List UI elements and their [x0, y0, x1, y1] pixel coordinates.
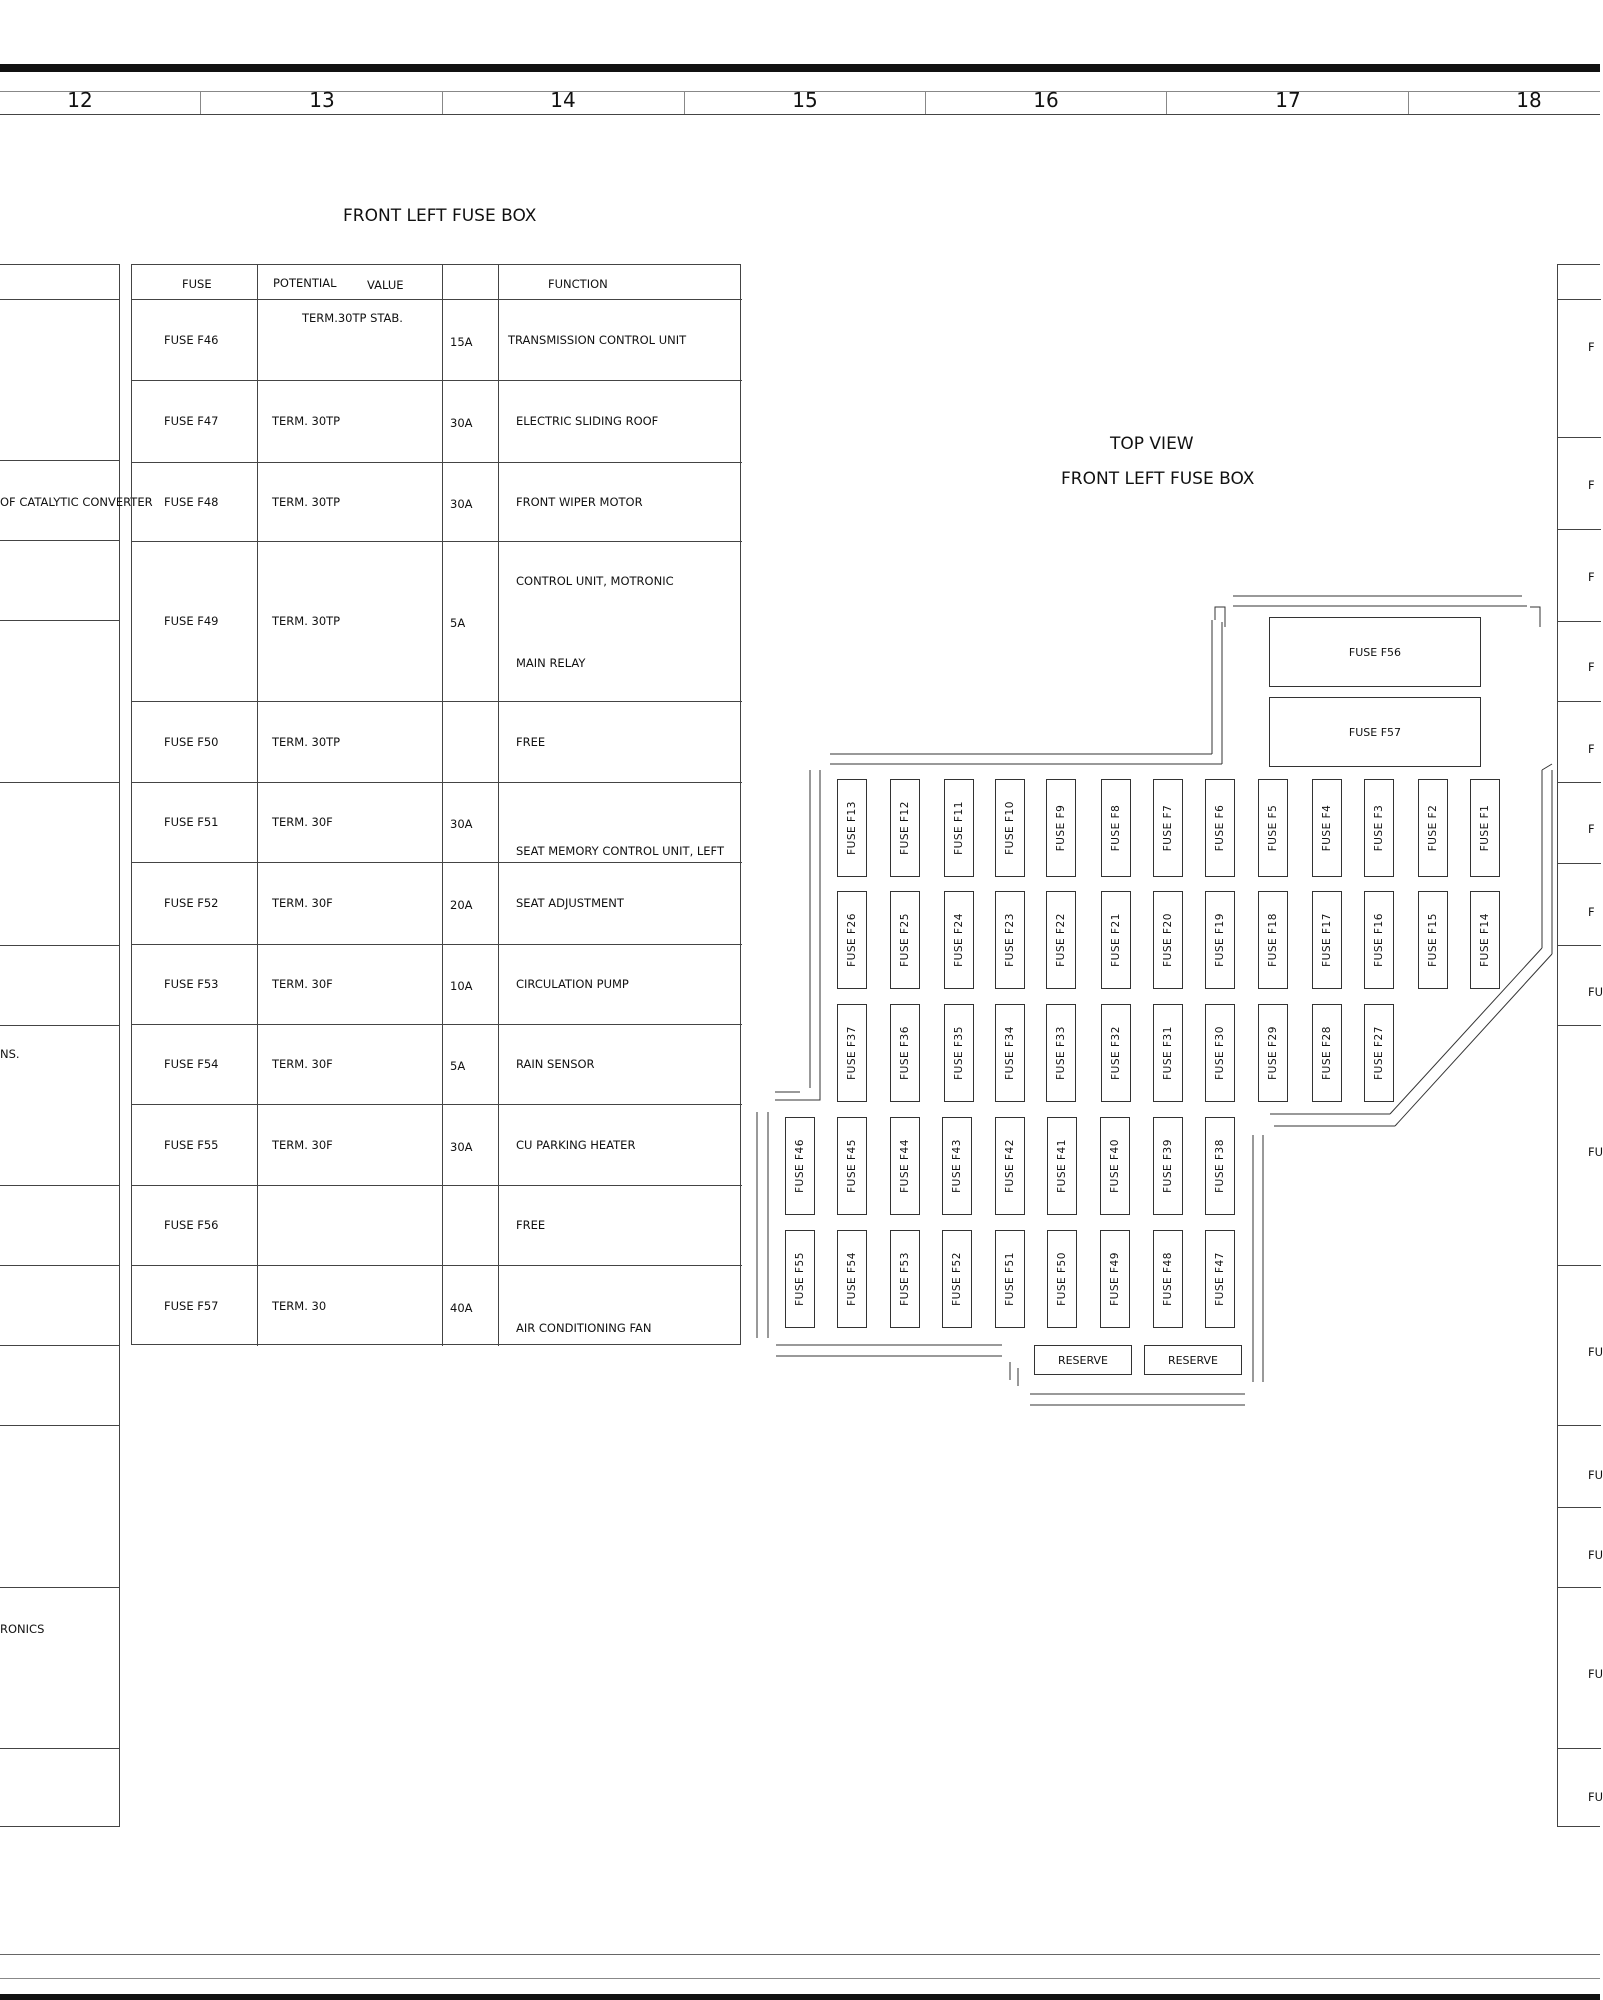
header-value: VALUE	[367, 278, 404, 292]
right-fragment: F	[1588, 340, 1595, 354]
value-cell: 30A	[450, 416, 473, 430]
grid-column-number: 12	[67, 88, 93, 112]
fuse-slot	[995, 1117, 1025, 1215]
fuse-slot	[995, 1230, 1025, 1328]
fuse-slot-label: FUSE F3	[1373, 804, 1385, 852]
fuse-slot-label: FUSE F49	[1109, 1252, 1121, 1306]
fuse-slot	[1258, 891, 1288, 989]
fuse-slot	[1153, 891, 1183, 989]
fuse-slot	[1101, 891, 1131, 989]
fuse-slot-label: FUSE F1	[1479, 804, 1491, 852]
fuse-slot-label: FUSE F20	[1162, 913, 1174, 967]
fuse-slot-label: FUSE F37	[846, 1026, 858, 1080]
fuse-slot	[995, 891, 1025, 989]
fuse-slot	[1153, 1117, 1183, 1215]
fuse-slot	[944, 779, 974, 877]
fuse-slot-label: FUSE F2	[1427, 804, 1439, 852]
right-fragment: FU	[1588, 1548, 1603, 1562]
fuse-slot	[837, 779, 867, 877]
fuse-slot	[1418, 891, 1448, 989]
right-fragment: FU	[1588, 985, 1603, 999]
fuse-slot-label: FUSE F47	[1214, 1252, 1226, 1306]
fuse-slot	[1205, 779, 1235, 877]
grid-column-number: 17	[1275, 88, 1301, 112]
left-fragment-2: NS.	[0, 1047, 20, 1061]
fuse-slot-label: FUSE F12	[899, 801, 911, 855]
fuse-slot	[1153, 1230, 1183, 1328]
right-fragment: FU	[1588, 1468, 1603, 1482]
fuse-slot	[890, 779, 920, 877]
fuse-slot-label: FUSE F30	[1214, 1026, 1226, 1080]
big-fuse-slot: FUSE F56	[1269, 617, 1481, 687]
grid-column-number: 15	[792, 88, 818, 112]
fuse-cell: FUSE F53	[164, 977, 219, 991]
fuse-cell: FUSE F54	[164, 1057, 219, 1071]
reserve-slot: RESERVE	[1144, 1345, 1242, 1375]
fuse-slot-label: FUSE F21	[1110, 913, 1122, 967]
right-fragment: F	[1588, 742, 1595, 756]
fuse-slot	[1205, 1004, 1235, 1102]
value-cell: 40A	[450, 1300, 473, 1315]
fuse-slot-label: FUSE F6	[1214, 804, 1226, 852]
grid-column-number: 14	[550, 88, 576, 112]
fuse-slot-label: FUSE F52	[951, 1252, 963, 1306]
fuse-slot-label: FUSE F4	[1321, 804, 1333, 852]
fuse-slot	[1153, 779, 1183, 877]
fuse-slot	[890, 1117, 920, 1215]
fuse-cell: FUSE F56	[164, 1218, 219, 1232]
left-fragment-1: OF CATALYTIC CONVERTER	[0, 495, 153, 509]
fuse-slot-label: FUSE F29	[1267, 1026, 1279, 1080]
right-fragment: F	[1588, 822, 1595, 836]
fuse-cell: FUSE F50	[164, 734, 219, 749]
fuse-slot-label: FUSE F9	[1055, 804, 1067, 852]
potential-cell: TERM. 30TP	[272, 494, 341, 509]
fuse-cell: FUSE F49	[164, 614, 219, 628]
fuse-slot-label: FUSE F18	[1267, 913, 1279, 967]
function-cell: CU PARKING HEATER	[516, 1137, 636, 1152]
fuse-slot	[1046, 891, 1076, 989]
right-fragment: F	[1588, 905, 1595, 919]
potential-cell: TERM. 30F	[272, 1137, 333, 1152]
fuse-slot	[1101, 1004, 1131, 1102]
fuse-slot-label: FUSE F28	[1321, 1026, 1333, 1080]
right-fragment: F	[1588, 660, 1595, 674]
fuse-slot	[1364, 1004, 1394, 1102]
function-cell: ELECTRIC SLIDING ROOF	[516, 414, 659, 428]
function-cell: AIR CONDITIONING FAN	[516, 1321, 652, 1335]
potential-cell: TERM. 30F	[272, 1057, 333, 1071]
fuse-slot-label: FUSE F7	[1162, 804, 1174, 852]
fuse-slot	[942, 1117, 972, 1215]
fuse-slot	[1258, 779, 1288, 877]
fuse-cell: FUSE F47	[164, 414, 219, 428]
fuse-slot	[1364, 891, 1394, 989]
fuse-slot-label: FUSE F44	[899, 1139, 911, 1193]
fuse-slot	[1153, 1004, 1183, 1102]
fuse-slot	[1046, 1004, 1076, 1102]
fuse-slot-label: FUSE F45	[846, 1139, 858, 1193]
fuse-slot-label: FUSE F5	[1267, 804, 1279, 852]
fuse-cell: FUSE F55	[164, 1137, 219, 1152]
fuse-slot-label: FUSE F51	[1004, 1252, 1016, 1306]
big-fuse-slot: FUSE F57	[1269, 697, 1481, 767]
function-cell: RAIN SENSOR	[516, 1057, 595, 1071]
fuse-slot-label: FUSE F11	[953, 801, 965, 855]
header-fuse: FUSE	[182, 277, 212, 291]
fuse-slot	[837, 1117, 867, 1215]
left-fragment-3: RONICS	[0, 1622, 45, 1636]
fuse-slot-label: FUSE F41	[1056, 1139, 1068, 1193]
fuse-slot	[1047, 1117, 1077, 1215]
fuse-cell: FUSE F57	[164, 1298, 219, 1313]
fuse-slot	[1470, 779, 1500, 877]
value-cell: 30A	[450, 1139, 473, 1154]
fuse-slot-label: FUSE F43	[951, 1139, 963, 1193]
fuse-slot-label: FUSE F46	[794, 1139, 806, 1193]
fuse-slot	[1364, 779, 1394, 877]
fuse-slot-label: FUSE F32	[1110, 1026, 1122, 1080]
fuse-slot	[942, 1230, 972, 1328]
fuse-slot-label: FUSE F31	[1162, 1026, 1174, 1080]
fuse-slot-label: FUSE F48	[1162, 1252, 1174, 1306]
potential-cell: TERM. 30F	[272, 815, 333, 829]
fuse-slot	[785, 1117, 815, 1215]
fuse-slot	[1418, 779, 1448, 877]
fuse-slot	[1205, 1117, 1235, 1215]
header-function: FUNCTION	[548, 277, 608, 291]
potential-cell: TERM. 30F	[272, 977, 333, 991]
function-cell: CIRCULATION PUMP	[516, 977, 629, 991]
table-title: FRONT LEFT FUSE BOX	[343, 206, 537, 226]
function-cell-line2: MAIN RELAY	[516, 656, 586, 670]
fuse-slot-label: FUSE F27	[1373, 1026, 1385, 1080]
function-cell: TRANSMISSION CONTROL UNIT	[508, 332, 687, 347]
fuse-slot	[1312, 891, 1342, 989]
grid-column-number: 18	[1516, 88, 1542, 112]
fuse-slot-label: FUSE F19	[1214, 913, 1226, 967]
fuse-slot	[1470, 891, 1500, 989]
potential-cell: TERM. 30TP	[272, 734, 341, 749]
fuse-slot	[1100, 1230, 1130, 1328]
fuse-slot	[1205, 1230, 1235, 1328]
fuse-slot-label: FUSE F35	[953, 1026, 965, 1080]
value-cell: 30A	[450, 496, 473, 511]
function-cell: SEAT MEMORY CONTROL UNIT, LEFT	[516, 844, 724, 858]
function-cell: SEAT ADJUSTMENT	[516, 896, 624, 910]
right-fragment: F	[1588, 478, 1595, 492]
function-cell: FREE	[516, 734, 546, 749]
fuse-slot	[1205, 891, 1235, 989]
fuse-slot-label: FUSE F25	[899, 913, 911, 967]
fuse-slot	[995, 1004, 1025, 1102]
fuse-slot	[890, 1004, 920, 1102]
fuse-slot	[1258, 1004, 1288, 1102]
fuse-slot-label: FUSE F22	[1055, 913, 1067, 967]
fuse-slot-label: FUSE F8	[1110, 804, 1122, 852]
fuse-slot	[1046, 779, 1076, 877]
fuse-slot	[837, 1230, 867, 1328]
diagram-title-top-view: TOP VIEW	[1110, 434, 1194, 454]
potential-cell: TERM. 30TP	[272, 414, 341, 428]
fuse-slot	[1100, 1117, 1130, 1215]
value-cell: 20A	[450, 898, 473, 912]
potential-cell: TERM. 30	[272, 1298, 327, 1313]
fuse-cell: FUSE F48	[164, 494, 219, 509]
fuse-slot	[1312, 1004, 1342, 1102]
value-cell: 15A	[450, 334, 473, 349]
fuse-slot-label: FUSE F55	[794, 1252, 806, 1306]
right-fragment: FU	[1588, 1790, 1603, 1804]
fuse-slot	[890, 891, 920, 989]
value-cell: 5A	[450, 1059, 466, 1073]
reserve-slot: RESERVE	[1034, 1345, 1132, 1375]
function-cell: FRONT WIPER MOTOR	[516, 494, 643, 509]
right-fragment: F	[1588, 570, 1595, 584]
fuse-slot	[837, 1004, 867, 1102]
fuse-slot	[785, 1230, 815, 1328]
fuse-slot-label: FUSE F50	[1056, 1252, 1068, 1306]
fuse-slot-label: FUSE F15	[1427, 913, 1439, 967]
fuse-slot	[944, 891, 974, 989]
right-fragment: FU	[1588, 1145, 1603, 1159]
right-fragment: FU	[1588, 1345, 1603, 1359]
function-cell: FREE	[516, 1218, 546, 1232]
value-cell: 30A	[450, 817, 473, 831]
fuse-slot	[1312, 779, 1342, 877]
potential-cell: TERM.30TP STAB.	[302, 311, 403, 325]
fuse-slot-label: FUSE F39	[1162, 1139, 1174, 1193]
fuse-slot-label: FUSE F13	[846, 801, 858, 855]
fuse-slot-label: FUSE F40	[1109, 1139, 1121, 1193]
fuse-slot	[1101, 779, 1131, 877]
value-cell: 5A	[450, 616, 466, 630]
fuse-slot-label: FUSE F38	[1214, 1139, 1226, 1193]
potential-cell: TERM. 30F	[272, 896, 333, 910]
fuse-slot-label: FUSE F17	[1321, 913, 1333, 967]
fuse-slot-label: FUSE F14	[1479, 913, 1491, 967]
potential-cell: TERM. 30TP	[272, 614, 341, 628]
fuse-cell: FUSE F46	[164, 332, 219, 347]
fuse-slot	[944, 1004, 974, 1102]
right-fragment: FU	[1588, 1667, 1603, 1681]
fuse-slot-label: FUSE F53	[899, 1252, 911, 1306]
fuse-slot-label: FUSE F10	[1004, 801, 1016, 855]
grid-column-number: 13	[309, 88, 335, 112]
fuse-slot-label: FUSE F34	[1004, 1026, 1016, 1080]
fuse-cell: FUSE F52	[164, 896, 219, 910]
fuse-cell: FUSE F51	[164, 815, 219, 829]
grid-column-number: 16	[1033, 88, 1059, 112]
value-cell: 10A	[450, 979, 473, 993]
fuse-slot	[890, 1230, 920, 1328]
fuse-slot-label: FUSE F54	[846, 1252, 858, 1306]
fuse-slot-label: FUSE F16	[1373, 913, 1385, 967]
fuse-slot	[1047, 1230, 1077, 1328]
diagram-title-fuse-box: FRONT LEFT FUSE BOX	[1061, 469, 1255, 489]
fuse-slot-label: FUSE F24	[953, 913, 965, 967]
fuse-slot-label: FUSE F23	[1004, 913, 1016, 967]
fuse-slot-label: FUSE F36	[899, 1026, 911, 1080]
header-potential: POTENTIAL	[273, 276, 337, 290]
fuse-slot-label: FUSE F42	[1004, 1139, 1016, 1193]
fuse-slot	[995, 779, 1025, 877]
function-cell: CONTROL UNIT, MOTRONIC	[516, 574, 674, 588]
fuse-slot-label: FUSE F26	[846, 913, 858, 967]
fuse-slot-label: FUSE F33	[1055, 1026, 1067, 1080]
fuse-slot	[837, 891, 867, 989]
